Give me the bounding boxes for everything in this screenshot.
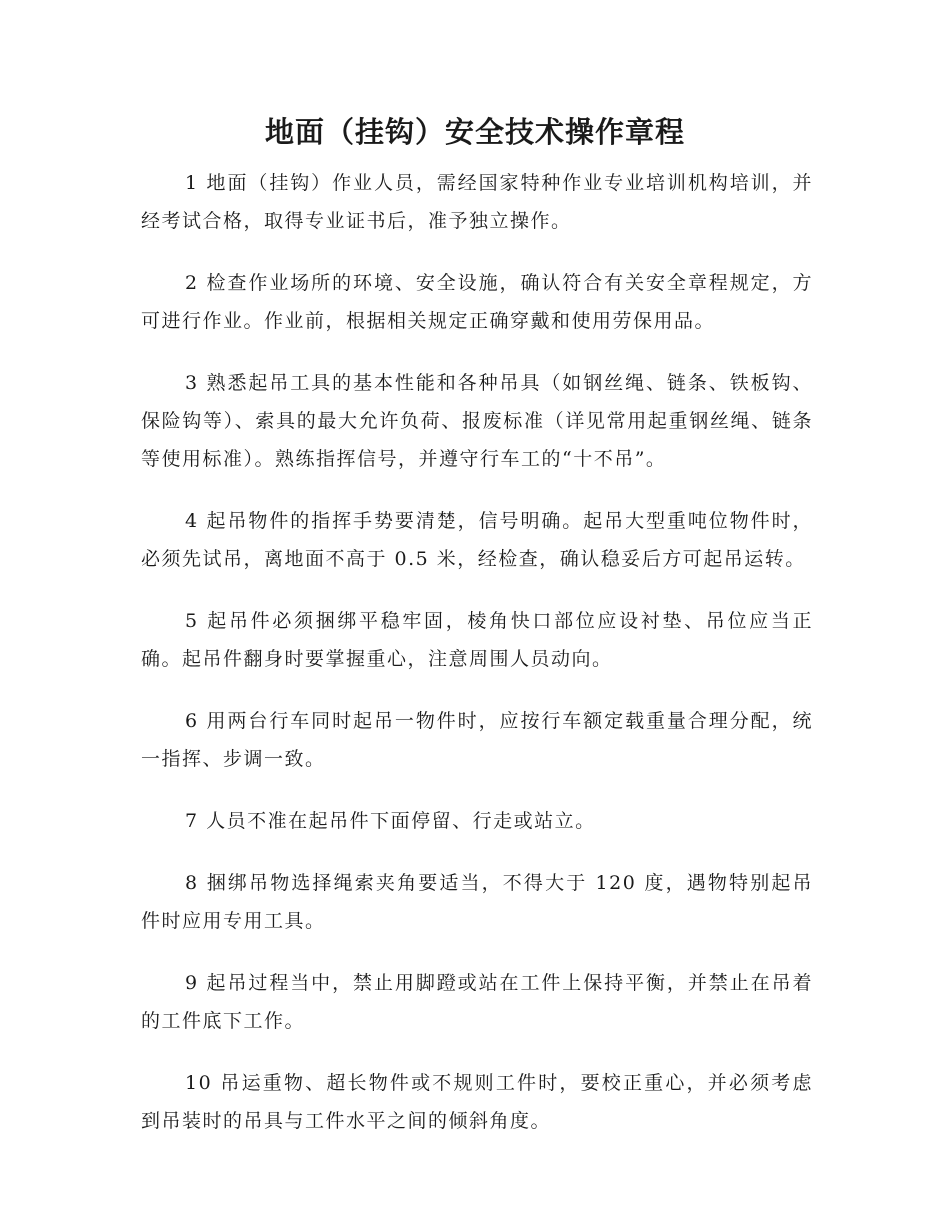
paragraph-9: 9 起吊过程当中，禁止用脚蹬或站在工件上保持平衡，并禁止在吊着的工件底下工作。: [141, 972, 813, 1032]
document-body: [141, 164, 813, 1164]
paragraph-6: 6 用两台行车同时起吊一物件时，应按行车额定载重量合理分配，统一指挥、步调一致。: [141, 710, 813, 770]
paragraph-10: 10 吊运重物、超长物件或不规则工件时，要校正重心，并必须考虑到吊装时的吊具与工件水平之间的倾斜角度。: [141, 1072, 813, 1132]
paragraph-8: 8 捆绑吊物选择绳索夹角要适当，不得大于 120 度，遇物特别起吊件时应用专用工具。: [141, 872, 813, 932]
paragraph-2: 2 检查作业场所的环境、安全设施，确认符合有关安全章程规定，方可进行作业。作业前，根据相关规定正确穿戴和使用劳保用品。: [141, 272, 813, 332]
paragraph-3: 3 熟悉起吊工具的基本性能和各种吊具（如钢丝绳、链条、铁板钩、保险钩等）、索具的最大允许负荷、报废标准（详见常用起重钢丝绳、链条等使用标准）。熟练指挥信号，并遵守行车工的“十不吊”。: [141, 372, 813, 470]
paragraph-1: 1 地面（挂钩）作业人员，需经国家特种作业专业培训机构培训，并经考试合格，取得专业证书后，准予独立操作。: [141, 172, 813, 232]
document-title: 地面（挂钩）安全技术操作章程: [264, 115, 685, 149]
paragraph-5: 5 起吊件必须捆绑平稳牢固，棱角快口部位应设衬垫、吊位应当正确。起吊件翻身时要掌握重心，注意周围人员动向。: [141, 610, 813, 670]
paragraph-4: 4 起吊物件的指挥手势要清楚，信号明确。起吊大型重吨位物件时，必须先试吊，离地面不高于 0.5 米，经检查，确认稳妥后方可起吊运转。: [141, 510, 813, 570]
paragraph-7: 7 人员不准在起吊件下面停留、行走或站立。: [185, 810, 596, 832]
